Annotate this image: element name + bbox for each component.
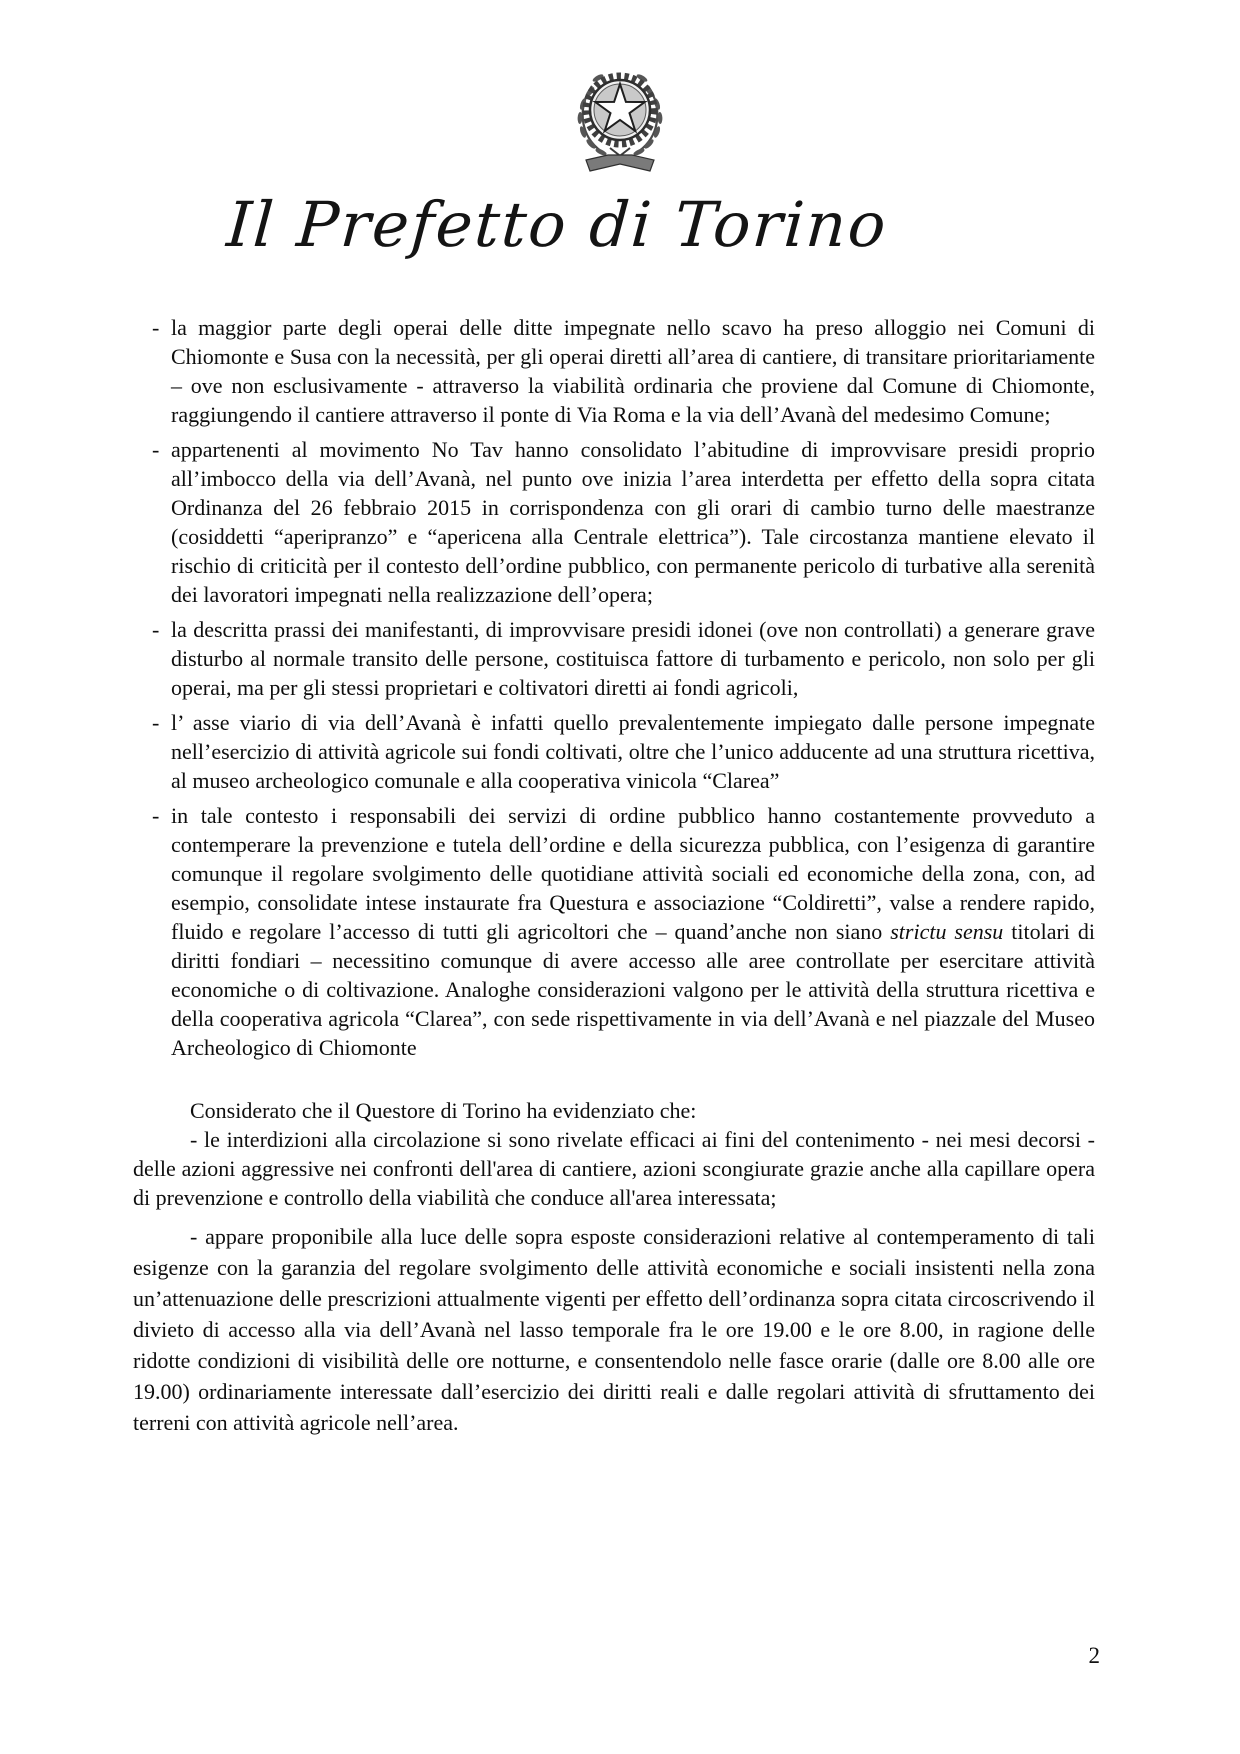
bullet-dash-marker: - <box>152 617 160 642</box>
page-number: 2 <box>1088 1643 1100 1668</box>
bullet-dash-marker: - <box>152 315 160 340</box>
bullet-dash-marker: - <box>152 437 160 462</box>
italian-republic-coat-of-arms-icon <box>568 165 672 182</box>
premises-bullet-list <box>133 313 1095 1062</box>
prefect-title: Il Prefetto di Torino <box>224 188 890 261</box>
document-header <box>0 0 1240 261</box>
latin-phrase-italic: strictu sensu <box>890 919 1004 944</box>
title-container <box>0 188 1240 261</box>
paragraph-considerato: Considerato che il Questore di Torino ha evidenziato che: <box>190 1098 697 1123</box>
paragraph-appare-proponibile: - appare proponibile alla luce delle sopra esposte considerazioni relative al contemperamento di tali esigenze con la garanzia del regolare svolgimento delle attività economiche e sociali insistenti nella zona un’attenuazione delle prescrizioni attualmente vigenti per effetto dell’ordinanza sopra citata circoscrivendo il divieto di accesso alla via dell’Avanà nel lasso temporale fra le ore 19.00 e le ore 8.00, in ragione delle ridotte condizioni di visibilità delle ore notturne, e consentendolo nelle fasce orarie (dalle ore 8.00 alle ore 19.00) ordinariamente interessate dall’esercizio dei diritti reali e dalle regolari attività di sfruttamento dei terreni con attività agricole nell’area. <box>133 1224 1095 1435</box>
bullet-item-text: l’ asse viario di via dell’Avanà è infatti quello prevalentemente impiegato dalle persone impegnate nell’esercizio di attività agricole sui fondi coltivati, oltre che l’unico adducente ad una struttura ricettiva, al museo archeologico comunale e alla cooperativa vinicola “Clarea” <box>171 710 1095 793</box>
bullet-item <box>133 801 1095 1062</box>
considerato-section <box>133 1096 1095 1438</box>
bullet-text-segment: in tale contesto i responsabili dei servizi di ordine pubblico hanno costantemente provveduto a contemperare la prevenzione e tutela dell’ordine e della sicurezza pubblica, con l’esigenza di garantire comunque il regolare svolgimento delle quotidiane attività sociali ed economiche della zona, con, ad esempio, consolidate intese instaurate fra Questura e associazione “Coldiretti”, valse a rendere rapido, fluido e regolare l’accesso di tutti gli agricoltori che – quand’anche non siano <box>171 803 1095 944</box>
document-body <box>133 313 1095 1438</box>
paragraph-interdizioni: - le interdizioni alla circolazione si sono rivelate efficaci ai fini del contenimento - nei mesi decorsi - delle azioni aggressive nei confronti dell'area di cantiere, azioni scongiurate grazie anche alla capillare opera di prevenzione e controllo della viabilità che conduce all'area interessata; <box>133 1127 1095 1210</box>
bullet-item <box>133 313 1095 429</box>
bullet-item-text: la descritta prassi dei manifestanti, di improvvisare presidi idonei (ove non controllati) a generare grave disturbo al normale transito delle persone, costituisca fattore di turbamento e pericolo, non solo per gli operai, ma per gli stessi proprietari e coltivatori diretti ai fondi agricoli, <box>171 617 1095 700</box>
bullet-item <box>133 708 1095 795</box>
bullet-dash-marker: - <box>152 803 160 828</box>
bullet-item-text: appartenenti al movimento No Tav hanno consolidato l’abitudine di improvvisare presidi proprio all’imbocco della via dell’Avanà, nel punto ove inizia l’area interdetta per effetto della sopra citata Ordinanza del 26 febbraio 2015 in corrispondenza con gli orari di cambio turno delle maestranze (cosiddetti “aperipranzo” e “apericena alla Centrale elettrica”). Tale circostanza mantiene elevato il rischio di criticità per il contesto dell’ordine pubblico, con permanente pericolo di turbative alla serenità dei lavoratori impegnati nella realizzazione dell’opera; <box>171 437 1095 607</box>
bullet-item-text: la maggior parte degli operai delle ditte impegnate nello scavo ha preso alloggio nei Comuni di Chiomonte e Susa con la necessità, per gli operai diretti all’area di cantiere, di transitare prioritariamente – ove non esclusivamente - attraverso la viabilità ordinaria che proviene dal Comune di Chiomonte, raggiungendo il cantiere attraverso il ponte di Via Roma e la via dell’Avanà del medesimo Comune; <box>171 315 1095 427</box>
bullet-item <box>133 435 1095 609</box>
bullet-text-segment: titolari di diritti fondiari – necessitino comunque di avere accesso alle aree controllate per esercitare attività economiche o di coltivazione. Analoghe considerazioni valgono per le attività della struttura ricettiva e della cooperativa agricola “Clarea”, con sede rispettivamente in via dell’Avanà e nel piazzale del Museo Archeologico di Chiomonte <box>171 919 1095 1060</box>
bullet-item <box>133 615 1095 702</box>
emblem-container <box>0 64 1240 178</box>
bullet-dash-marker: - <box>152 710 160 735</box>
bullet-item-text <box>171 801 1095 1062</box>
